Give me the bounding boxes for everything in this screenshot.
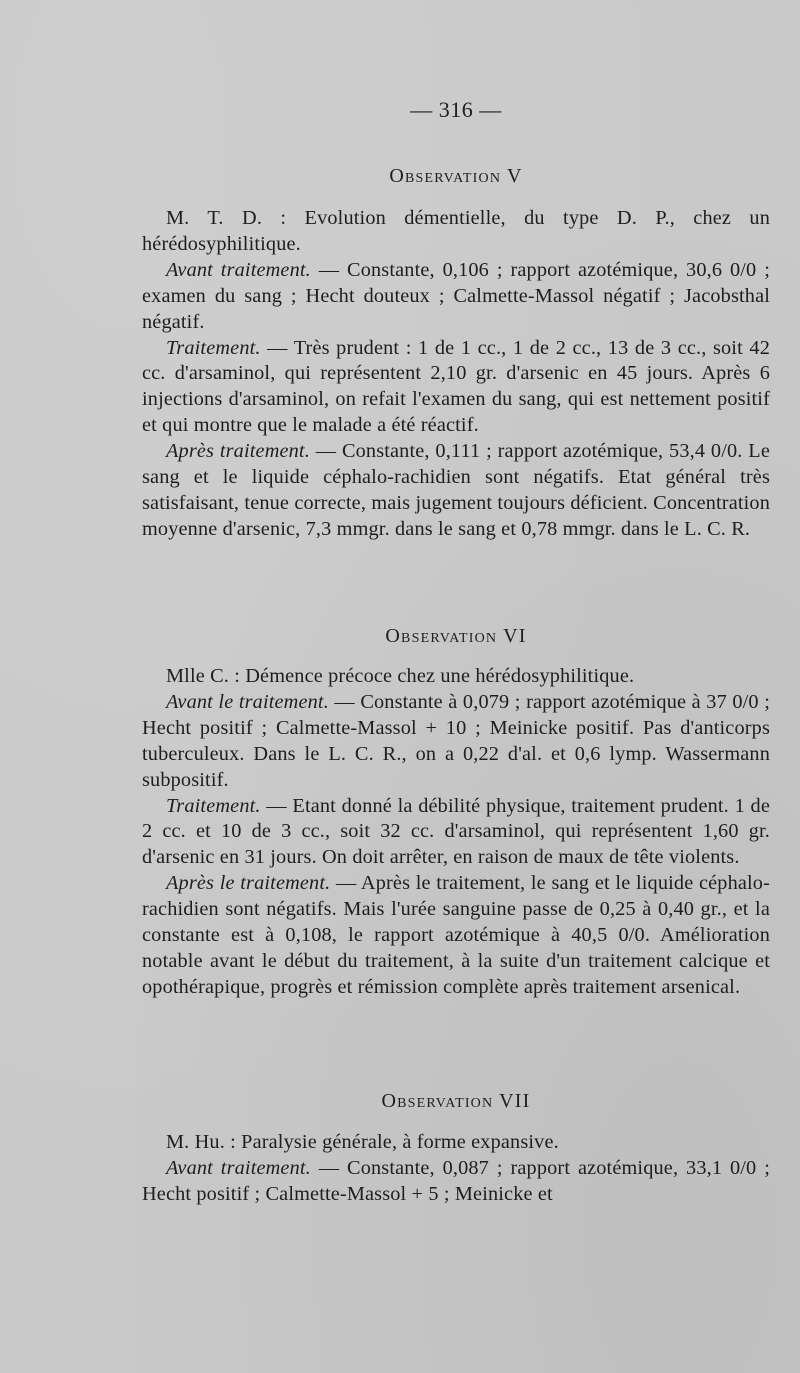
paragraph-text: M. Hu. : Paralysie générale, à forme expansive. <box>166 1131 559 1153</box>
observation-v-patient-paragraph <box>142 206 770 258</box>
paragraph-lead: Traitement. <box>166 794 261 817</box>
observation-v-after-treatment-paragraph <box>142 439 770 543</box>
observation-vii-patient-paragraph <box>142 1130 770 1156</box>
observation-vi-heading: Observation VI <box>385 625 527 647</box>
paragraph-text: — Constante à 0,079 ; rapport azotémique à 37 0/0 ; Hecht positif ; Calmette-Massol + 10 ; Meinicke positif. Pas d'anticorps tuberculeux. Dans le L. C. R., on a 0,22 d'al. et 0,6 lymp. Wassermann subpositif. <box>142 690 770 791</box>
paragraph-lead: Après traitement. <box>166 440 310 463</box>
observation-v-body <box>142 206 770 543</box>
paragraph-text: — Constante, 0,111 ; rapport azotémique, 53,4 0/0. Le sang et le liquide céphalo-rachidien sont négatifs. Etat général très satisfaisant, tenue correcte, mais jugement toujours déficient. Concentration moyenne d'arsenic, 7,3 mmgr. dans le sang et 0,78 mmgr. dans le L. C. R. <box>142 440 770 540</box>
paragraph-text: Mlle C. : Démence précoce chez une hérédosyphilitique. <box>166 665 635 687</box>
observation-v-before-treatment-paragraph <box>142 258 770 336</box>
observation-vii-before-treatment-paragraph <box>142 1156 770 1208</box>
observation-vi-treatment-paragraph <box>142 794 770 872</box>
paragraph-lead: Après le traitement. <box>166 872 331 895</box>
paragraph-lead: Traitement. <box>166 336 261 359</box>
observation-vi-patient-paragraph <box>142 664 770 690</box>
observation-v-heading: Observation V <box>389 165 523 187</box>
document-page <box>142 90 770 1310</box>
paragraph-text: M. T. D. : Evolution démentielle, du type D. P., chez un hérédosyphilitique. <box>142 207 770 255</box>
paragraph-lead: Avant traitement. <box>166 258 311 281</box>
paragraph-text: — Etant donné la débilité physique, traitement prudent. 1 de 2 cc. et 10 de 3 cc., soit 32 cc. d'arsaminol, qui représentent 1,60 gr. d'arsenic en 31 jours. On doit arrêter, en raison de maux de tête violents. <box>142 794 770 869</box>
paragraph-lead: Avant le traitement. <box>166 690 329 713</box>
observation-vi-after-treatment-paragraph <box>142 871 770 1001</box>
observation-vi-before-treatment-paragraph <box>142 690 770 794</box>
paragraph-lead: Avant traitement. <box>166 1156 311 1179</box>
page-number: — 316 — <box>410 97 502 122</box>
paragraph-text: — Très prudent : 1 de 1 cc., 1 de 2 cc., 13 de 3 cc., soit 42 cc. d'arsaminol, qui représentent 2,10 gr. d'arsenic en 45 jours. Après 6 injections d'arsaminol, on refait l'examen du sang, qui est nettement positif et qui montre que le malade a été réactif. <box>142 336 770 437</box>
observation-vii-heading: Observation VII <box>381 1090 531 1112</box>
observation-vi-body <box>142 664 770 1001</box>
paragraph-text: — Après le traitement, le sang et le liquide céphalo-rachidien sont négatifs. Mais l'urée sanguine passe de 0,25 à 0,40 gr., et la constante est à 0,108, le rapport azotémique à 40,5 0/0. Amélioration notable avant le début du traitement, à la suite d'un traitement calcique et opothérapique, progrès et rémission complète après traitement arsenical. <box>142 872 770 998</box>
paragraph-text: — Constante, 0,087 ; rapport azotémique, 33,1 0/0 ; Hecht positif ; Calmette-Massol + 5 ; Meinicke et <box>142 1156 770 1205</box>
paragraph-text: — Constante, 0,106 ; rapport azotémique, 30,6 0/0 ; examen du sang ; Hecht douteux ; Calmette-Massol négatif ; Jacobsthal négatif. <box>142 258 770 333</box>
observation-v-treatment-paragraph <box>142 336 770 440</box>
observation-vii-body <box>142 1130 770 1208</box>
